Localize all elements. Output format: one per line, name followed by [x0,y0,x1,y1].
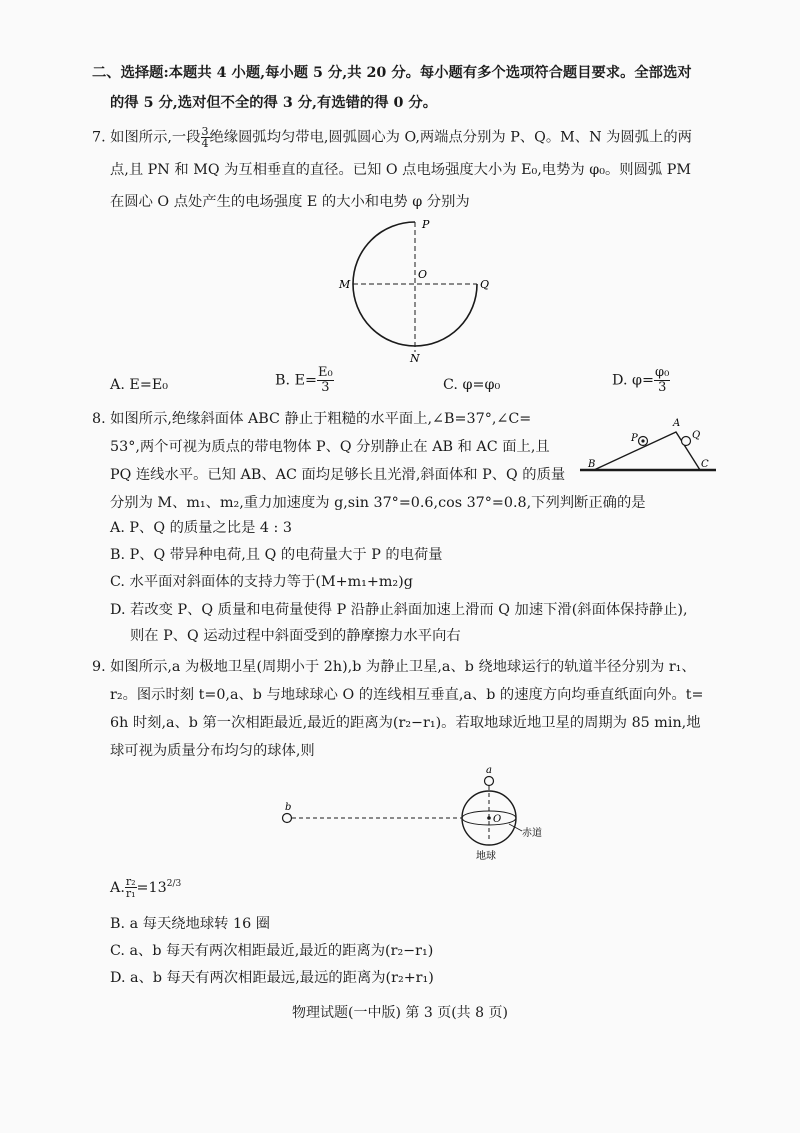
q9-label-b: b [285,802,292,813]
q9-option-a [110,873,181,899]
q7-label-o: O [418,268,428,281]
q9-label-equator: 赤道 [522,828,542,839]
q7-label-q: Q [480,278,490,291]
q9-center-o [487,816,491,820]
q9-option-c: C. a、b 每天有两次相距最近,最近的距离为(r₂−r₁) [110,943,434,959]
q9-line1: 9. 如图所示,a 为极地卫星(周期小于 2h),b 为静止卫星,a、b 绕地球运行的轨道半径分别为 r₁、 [92,659,696,675]
q8-label-c: C [701,459,709,470]
q9-line4: 球可视为质量分布均匀的球体,则 [110,743,315,759]
q7-option-b-den: 3 [321,380,330,395]
q7-option-d [612,366,670,395]
q7-text-a: 7. 如图所示,一段 [92,129,201,146]
q8-label-q: Q [692,430,701,441]
q7-option-b-num: E₀ [318,365,333,380]
q7-option-c: C. φ=φ₀ [443,377,501,393]
q8-incline-figure [578,410,718,478]
page-footer: 物理试题(一中版) 第 3 页(共 8 页) [292,1005,508,1021]
q9-orbit-figure [276,764,566,864]
q8-label-b: B [588,459,596,470]
q8-object-q [682,437,691,446]
q7-line2: 点,且 PN 和 MQ 为互相垂直的直径。已知 O 点电场强度大小为 E₀,电势为 φ₀。则圆弧 PM [110,162,691,178]
q7-option-d-den: 3 [658,380,667,395]
q9-option-a-post: =13 [136,879,167,896]
q7-label-p: P [422,218,430,231]
q8-line1: 8. 如图所示,绝缘斜面体 ABC 静止于粗糙的水平面上,∠B=37°,∠C= [92,411,532,427]
q7-option-b-pre: B. E= [275,372,318,389]
q7-frac-den: 4 [201,137,209,150]
q7-frac-num: 3 [201,125,209,138]
q9-option-b: B. a 每天绕地球转 16 圈 [110,916,271,932]
q8-line4: 分别为 M、m₁、m₂,重力加速度为 g,sin 37°=0.6,cos 37°=0.8,下列判断正确的是 [110,495,646,511]
q7-option-d-pre: D. φ= [612,372,655,389]
q8-label-a: A [673,418,681,429]
q9-line3: 6h 时刻,a、b 第一次相距最近,最近的距离为(r₂−r₁)。若取地球近地卫星的周期为 85 min,地 [110,715,701,731]
q7-line3: 在圆心 O 点处产生的电场强度 E 的大小和电势 φ 分别为 [110,194,470,210]
q9-option-d: D. a、b 每天有两次相距最远,最远的距离为(r₂+r₁) [110,970,434,986]
q8-option-d: D. 若改变 P、Q 质量和电荷量使得 P 沿静止斜面加速上滑而 Q 加速下滑(斜面体保持静止), [110,602,688,618]
q9-satellite-b [283,814,292,823]
q7-text-b: 绝缘圆弧均匀带电,圆弧圆心为 O,两端点分别为 P、Q。M、N 为圆弧上的两 [209,129,692,146]
q8-option-b: B. P、Q 带异种电荷,且 Q 的电荷量大于 P 的电荷量 [110,547,443,563]
q7-option-d-num: φ₀ [655,365,670,380]
q8-line2: 53°,两个可视为质点的带电物体 P、Q 分别静止在 AB 和 AC 面上,且 [110,439,550,455]
section-heading-cont: 的得 5 分,选对但不全的得 3 分,有选错的得 0 分。 [110,95,438,111]
q9-line2: r₂。图示时刻 t=0,a、b 与地球球心 O 的连线相互垂直,a、b 的速度方向均垂直纸面向外。t= [110,687,704,703]
q7-option-b [275,366,334,395]
q8-line3: PQ 连线水平。已知 AB、AC 面均足够长且光滑,斜面体和 P、Q 的质量 [110,467,566,483]
q7-label-n: N [410,352,420,364]
q9-label-earth: 地球 [476,851,496,862]
q7-option-a: A. E=E₀ [110,377,168,393]
section-heading: 二、选择题:本题共 4 小题,每小题 5 分,共 20 分。每小题有多个选项符合题目要求。全部选对 [92,65,692,81]
q9-satellite-a [485,777,494,786]
q9-label-a: a [486,765,492,776]
q8-option-c: C. 水平面对斜面体的支持力等于(M+m₁+m₂)g [110,574,413,590]
q9-option-a-den: r₁ [125,887,136,901]
q8-object-p-dot [641,439,644,442]
q8-label-p: P [631,433,638,444]
q9-option-a-num: r₂ [125,875,136,889]
q8-option-a: A. P、Q 的质量之比是 4 : 3 [110,520,293,536]
q8-option-d-cont: 则在 P、Q 运动过程中斜面受到的静摩擦力水平向右 [130,628,461,644]
q7-line1 [92,126,692,149]
q9-label-o: O [493,814,502,825]
q9-option-a-pre: A. [110,879,125,896]
q9-option-a-frac [125,876,137,899]
q7-label-m: M [339,278,351,291]
q7-fraction [201,126,210,149]
q7-option-b-frac [317,366,334,395]
q7-option-d-frac [654,366,670,395]
q7-arc-figure [330,212,500,364]
q9-option-a-exponent: 2/3 [166,879,182,889]
